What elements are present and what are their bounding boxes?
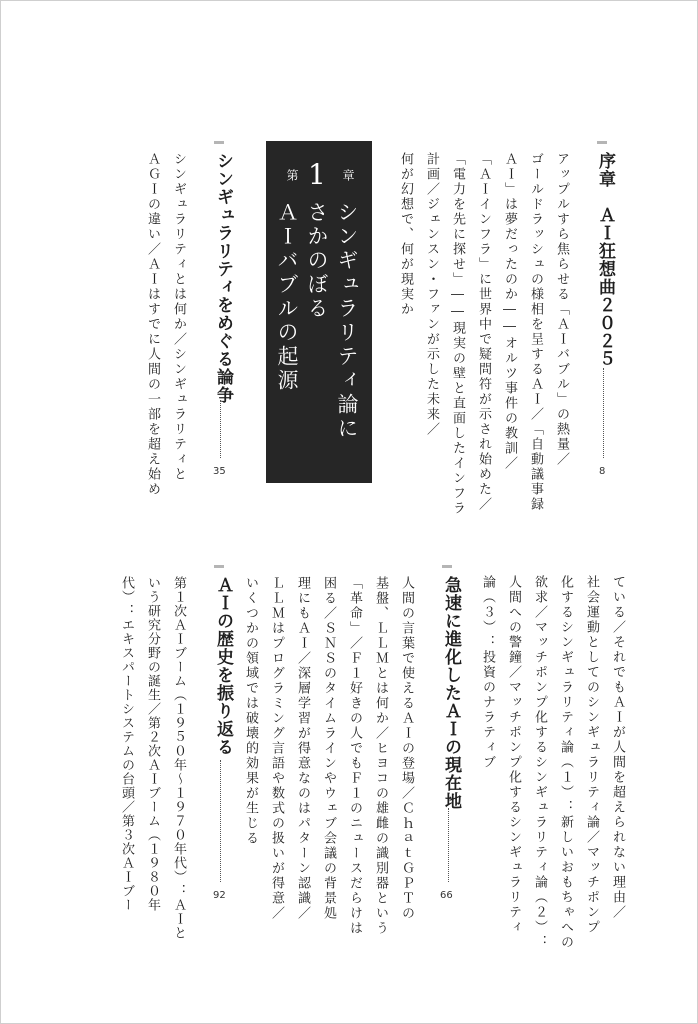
toc-line: 「電力を先に探せ」――現実の壁と直面したインフラ xyxy=(450,152,465,516)
chapter-number: 1 xyxy=(308,158,326,191)
toc-line: 人間の言葉で使えるＡＩの登場／ＣｈａｔＧＰＴの xyxy=(399,576,414,921)
toc-line: ている／それでもＡＩが人間を超えられない理由／ xyxy=(610,575,625,920)
section-title-singularity-debate: シンギュラリティをめぐる論争 xyxy=(213,152,233,404)
page-number: 92 xyxy=(213,890,226,901)
toc-line: 代）：エキスパートシステムの台頭／第３次ＡＩブー xyxy=(119,576,134,912)
toc-line: 社会運動としてのシンギュラリティ論／マッチポンプ xyxy=(584,575,599,935)
page-number: 66 xyxy=(440,890,453,901)
chapter-label-dai: 第 xyxy=(285,169,299,181)
section-title-ai-now: 急速に進化したＡＩの現在地 xyxy=(441,576,461,810)
toc-line: 何が幻想で、何が現実か xyxy=(398,152,413,317)
section-marker xyxy=(214,141,224,144)
toc-line: 化するシンギュラリティ論（１）：新しいおもちゃへの xyxy=(558,575,573,950)
section-marker xyxy=(214,565,224,568)
toc-line: 「革命」／Ｆ１好きの人でもＦ１のニュースだらけは xyxy=(347,576,362,936)
leader-dots xyxy=(220,760,221,882)
toc-line: いう研究分野の誕生／第２次ＡＩブーム（１９８０年 xyxy=(145,576,160,912)
chapter-title-line: さかのぼる xyxy=(305,201,329,321)
section-marker xyxy=(442,565,452,568)
toc-line: アップルすら焦らせる「ＡＩバブル」の熱量／ xyxy=(554,152,569,467)
toc-line: 論（３）：投資のナラティブ xyxy=(480,575,495,770)
section-title-ai-history: ＡＩの歴史を振り返る xyxy=(213,576,233,756)
toc-line: ＡＧＩの違い／ＡＩはすでに人間の一部を超え始め xyxy=(145,152,160,497)
leader-dots xyxy=(448,808,449,882)
toc-line: 欲求／マッチポンプ化するシンギュラリティ論（２）： xyxy=(532,575,547,950)
leader-dots xyxy=(220,400,221,458)
page-number: 35 xyxy=(213,466,226,477)
section-title-prologue: 序章 ＡＩ狂想曲２０２５ xyxy=(595,152,615,368)
toc-line: 「ＡＩインフラ」に世界中で疑問符が示され始めた／ xyxy=(476,152,491,512)
toc-line: 計画／ジェンスン・ファンが示した未来／ xyxy=(424,152,439,437)
toc-line: シンギュラリティとは何か／シンギュラリティと xyxy=(171,152,186,482)
toc-line: 理にもＡＩ／深層学習が得意なのはパターン認識／ xyxy=(295,576,310,921)
chapter-title-line: シンギュラリティ論に xyxy=(335,201,359,441)
toc-line: ＡＩ」は夢だったのか――オルツ事件の教訓／ xyxy=(502,152,517,471)
toc-line: 基盤、ＬＬＭとは何か／ヒヨコの雄雌の識別器という xyxy=(373,576,388,936)
leader-dots xyxy=(603,368,604,458)
toc-line: いくつかの領域では破壊的効果が生じる xyxy=(243,576,258,846)
toc-line: 人間への警鐘／マッチポンプ化するシンギュラリティ xyxy=(506,575,521,935)
toc-line: ＬＬＭはプログラミング言語や数式の扱いが得意／ xyxy=(269,576,284,921)
chapter-heading-box xyxy=(266,141,372,483)
chapter-title-line: ＡＩバブルの起源 xyxy=(275,201,299,393)
section-marker xyxy=(597,141,607,144)
toc-line: 困る／ＳＮＳのタイムラインやウェブ会議の背景処 xyxy=(321,576,336,921)
toc-line: ゴールドラッシュの様相を呈するＡＩ／「自動議事録 xyxy=(528,152,543,512)
chapter-label-sho: 章 xyxy=(341,169,355,181)
page-number: 8 xyxy=(599,466,606,477)
toc-line: 第１次ＡＩブーム（１９５０年〜１９７０年代）：ＡＩと xyxy=(171,576,186,940)
